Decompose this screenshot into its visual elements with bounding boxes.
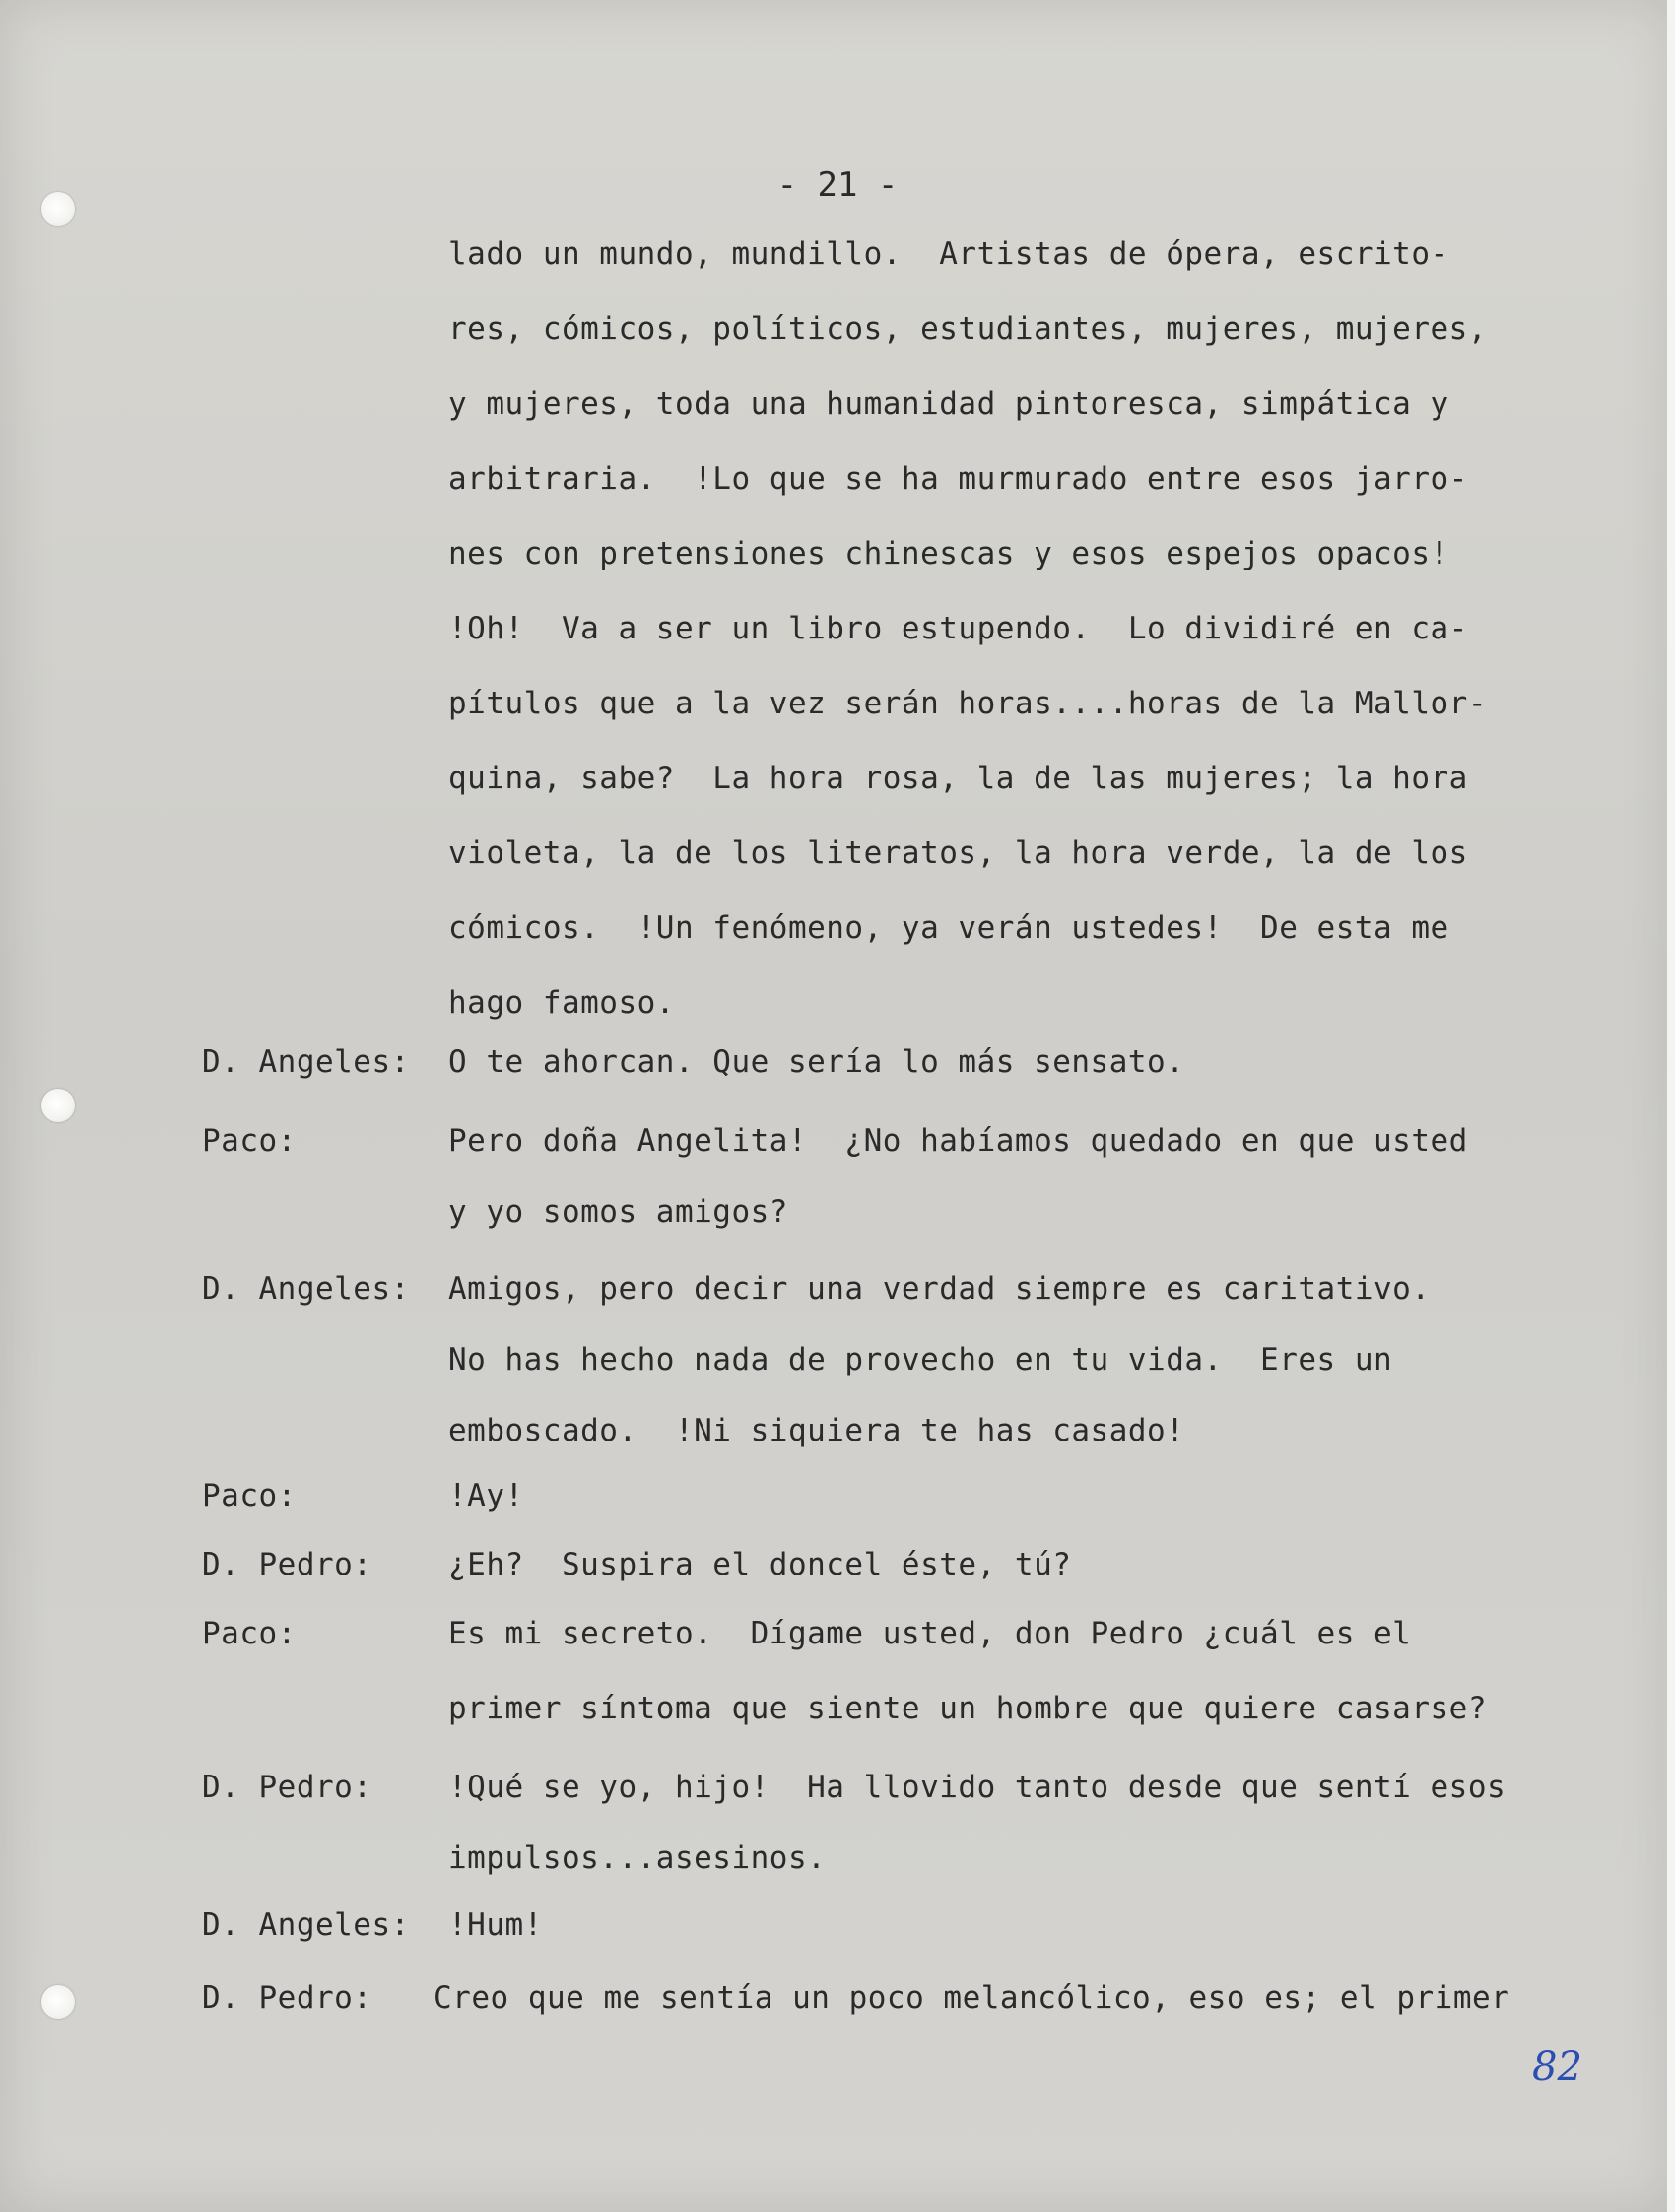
dialogue-line: y yo somos amigos? xyxy=(448,1194,788,1230)
dialogue-line: emboscado. !Ni siquiera te has casado! xyxy=(448,1413,1185,1448)
page-number-text: - 21 - xyxy=(776,166,899,205)
speaker-name: D. Angeles: xyxy=(202,1271,410,1307)
speaker-name: D. Angeles: xyxy=(202,1044,410,1080)
dialogue-line: Amigos, pero decir una verdad siempre es caritativo. xyxy=(448,1271,1431,1307)
speaker-name: D. Pedro: xyxy=(202,1547,372,1582)
text-line: cómicos. !Un fenómeno, ya verán ustedes! De esta me xyxy=(448,910,1449,946)
text-line: violeta, la de los literatos, la hora verde, la de los xyxy=(448,836,1468,871)
dialogue-line: Pero doña Angelita! ¿No habíamos quedado en que usted xyxy=(448,1123,1468,1159)
dialogue-line: Es mi secreto. Dígame usted, don Pedro ¿cuál es el xyxy=(448,1616,1412,1651)
punch-hole xyxy=(41,1985,75,2019)
handwritten-page-number: 82 xyxy=(1532,2044,1582,2090)
speaker-name: D. Pedro: xyxy=(202,1770,372,1805)
text-line: !Oh! Va a ser un libro estupendo. Lo dividiré en ca- xyxy=(448,611,1468,646)
text-line: hago famoso. xyxy=(448,985,675,1021)
dialogue-line: No has hecho nada de provecho en tu vida. Eres un xyxy=(448,1342,1393,1377)
text-line: quina, sabe? La hora rosa, la de las mujeres; la hora xyxy=(448,761,1468,796)
text-line: lado un mundo, mundillo. Artistas de ópera, escrito- xyxy=(448,236,1449,272)
speaker-name: Paco: xyxy=(202,1123,297,1159)
punch-hole xyxy=(41,1089,75,1122)
text-line: nes con pretensiones chinescas y esos espejos opacos! xyxy=(448,536,1449,571)
dialogue-line: !Hum! xyxy=(448,1908,543,1943)
speaker-name: D. Pedro: xyxy=(202,1980,372,2016)
speaker-name: Paco: xyxy=(202,1478,297,1513)
speaker-name: Paco: xyxy=(202,1616,297,1651)
dialogue-line: impulsos...asesinos. xyxy=(448,1841,827,1876)
text-line: res, cómicos, políticos, estudiantes, mujeres, mujeres, xyxy=(448,311,1487,347)
page-number xyxy=(0,166,1675,205)
text-line: arbitraria. !Lo que se ha murmurado entre esos jarro- xyxy=(448,461,1468,497)
dialogue-line: !Ay! xyxy=(448,1478,524,1513)
text-line: y mujeres, toda una humanidad pintoresca, simpática y xyxy=(448,386,1449,422)
speaker-name: D. Angeles: xyxy=(202,1908,410,1943)
text-line: pítulos que a la vez serán horas....horas de la Mallor- xyxy=(448,686,1487,721)
page-edge xyxy=(1667,0,1675,2212)
dialogue-line: primer síntoma que siente un hombre que quiere casarse? xyxy=(448,1691,1487,1726)
dialogue-line: !Qué se yo, hijo! Ha llovido tanto desde que sentí esos xyxy=(448,1770,1507,1805)
dialogue-line: O te ahorcan. Que sería lo más sensato. xyxy=(448,1044,1185,1080)
dialogue-line: Creo que me sentía un poco melancólico, eso es; el primer xyxy=(434,1980,1510,2016)
dialogue-line: ¿Eh? Suspira el doncel éste, tú? xyxy=(448,1547,1072,1582)
